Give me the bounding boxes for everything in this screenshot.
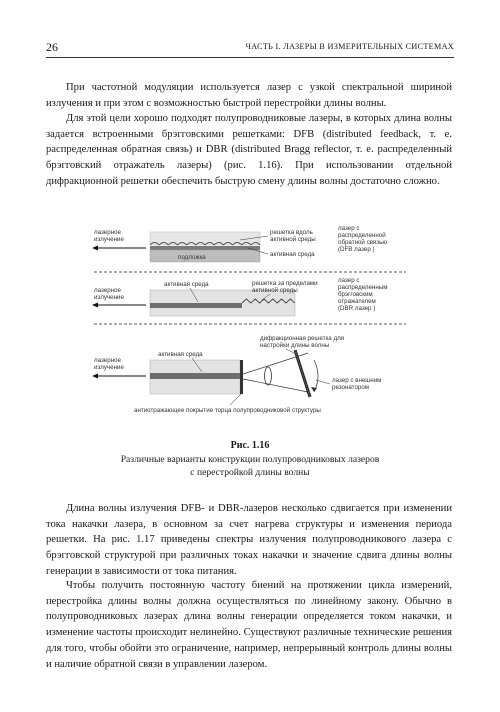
ext-grating-label-2: настройки длины волны [260,342,330,349]
dfb-grating-label-2: активной среды [270,236,316,243]
ext-type-label-1: лазер с внешним [332,377,382,384]
ext-lens [265,367,272,385]
dbr-laser-diagram [92,277,388,316]
dfb-grating-label-1: решетка вдоль [270,229,313,236]
page-header [46,40,454,54]
dfb-type-label-4: (DFB лазер ) [338,246,375,253]
dbr-type-label-1: лазер с [338,277,360,284]
ext-type-leader [316,380,330,384]
dbr-emission-label-1: лазерное [94,287,121,294]
dfb-active-label: активная среда [270,251,315,258]
figure-caption-line-1: Различные варианты конструкции полупроводниковых лазеров [120,454,380,465]
dfb-emission-label-2: излучение [94,236,124,243]
dbr-type-label-2: распределенным [338,284,388,291]
ext-coating-leader [230,394,241,405]
paragraph-2: Для этой цели хорошо подходят полупроводниковые лазеры, в которых длина волны задается встроенными брэгговскими решетками: DFB (distributed feedback, т. е. распределенная обратная связь) и DBR (distributed Bragg reflector, т. е. распределенный брэгговский отражатель лазеры) (рис. 1.16). При использовании отдельной дифракционной решетки обеспечить быструю смену длины волны достаточно сложно. [46,113,452,187]
dbr-type-label-5: (DBR лазер ) [338,305,376,312]
external-cavity-laser-diagram [92,335,381,414]
ext-coating-label: антиотражающее покрытие торца полупроводниковой структуры [134,407,321,414]
dfb-laser-diagram [92,225,387,262]
page-number: 26 [46,40,58,54]
paragraph-1: При частотной модуляции используется лазер с узкой спектральной шириной излучения и при этом с возможностью быстрой перестройки длины волны. [46,82,452,109]
ext-rotation-arrow [314,360,318,392]
dbr-active-layer [150,303,242,308]
dfb-active-layer [150,246,260,250]
dfb-type-label-2: распределенной [338,232,386,239]
figure-caption [80,454,420,479]
ext-emission-label-2: излучение [94,364,124,371]
figure-caption-title: Рис. 1.16 [230,440,270,451]
dfb-arrow-head [92,246,98,251]
ext-arrow-head [92,374,98,379]
dbr-type-label-3: брэгговским [338,291,373,298]
dbr-grating-label-1: решетка за пределами [252,280,318,287]
dfb-emission-label-1: лазерное [94,229,121,236]
figure-caption-line-2: с перестройкой длины волны [190,466,310,478]
ext-active-label: активная среда [158,351,203,358]
dbr-type-label-4: отражателем [338,298,376,305]
dbr-active-label: активная среда [164,281,209,288]
ext-type-label-2: резонатором [332,384,370,391]
ext-emission-label-1: лазерное [94,357,121,364]
dbr-arrow-head [92,303,98,308]
dfb-type-label-3: обратной связью [338,239,387,246]
dbr-emission-label-2: излучение [94,294,124,301]
paragraph-3: Длина волны излучения DFB- и DBR-лазеров несколько сдвигается при изменении тока накачки лазера, в основном за счет нагрева структуры и изменения периода решетки. На рис. 1.17 приведены спектры излучения полупроводникового лазера с брэгговской структурой при различных токах накачки и значение сдвига длины волны генерации в зависимости от тока питания. [46,503,452,577]
dfb-substrate-label: подложка [178,254,206,261]
ext-grating-label-1: дифракционная решетка для [260,335,345,342]
dbr-grating-label-2: активной среды [252,287,298,294]
ext-ar-coating [240,360,243,394]
dfb-type-label-1: лазер с [338,225,360,232]
figure-1-16 [90,222,410,434]
ext-active-layer [150,373,240,379]
laser-diagram [90,222,410,434]
running-head: ЧАСТЬ I. ЛАЗЕРЫ В ИЗМЕРИТЕЛЬНЫХ СИСТЕМАХ [245,42,454,51]
paragraph-4: Чтобы получить постоянную частоту биений на протяжении цикла измерений, перестройка длины волны должна осуществляться по линейному закону. Обычно в полупроводниковых лазерах длина волны генерации определяется током накачки, и изменение частоты происходит нелинейно. Существуют различные технические решения для того, чтобы обойти это ограничение, например, непрерывный контроль длины волны и наличие обратной связи в управлении лазером. [46,580,452,670]
header-rule [46,57,454,58]
